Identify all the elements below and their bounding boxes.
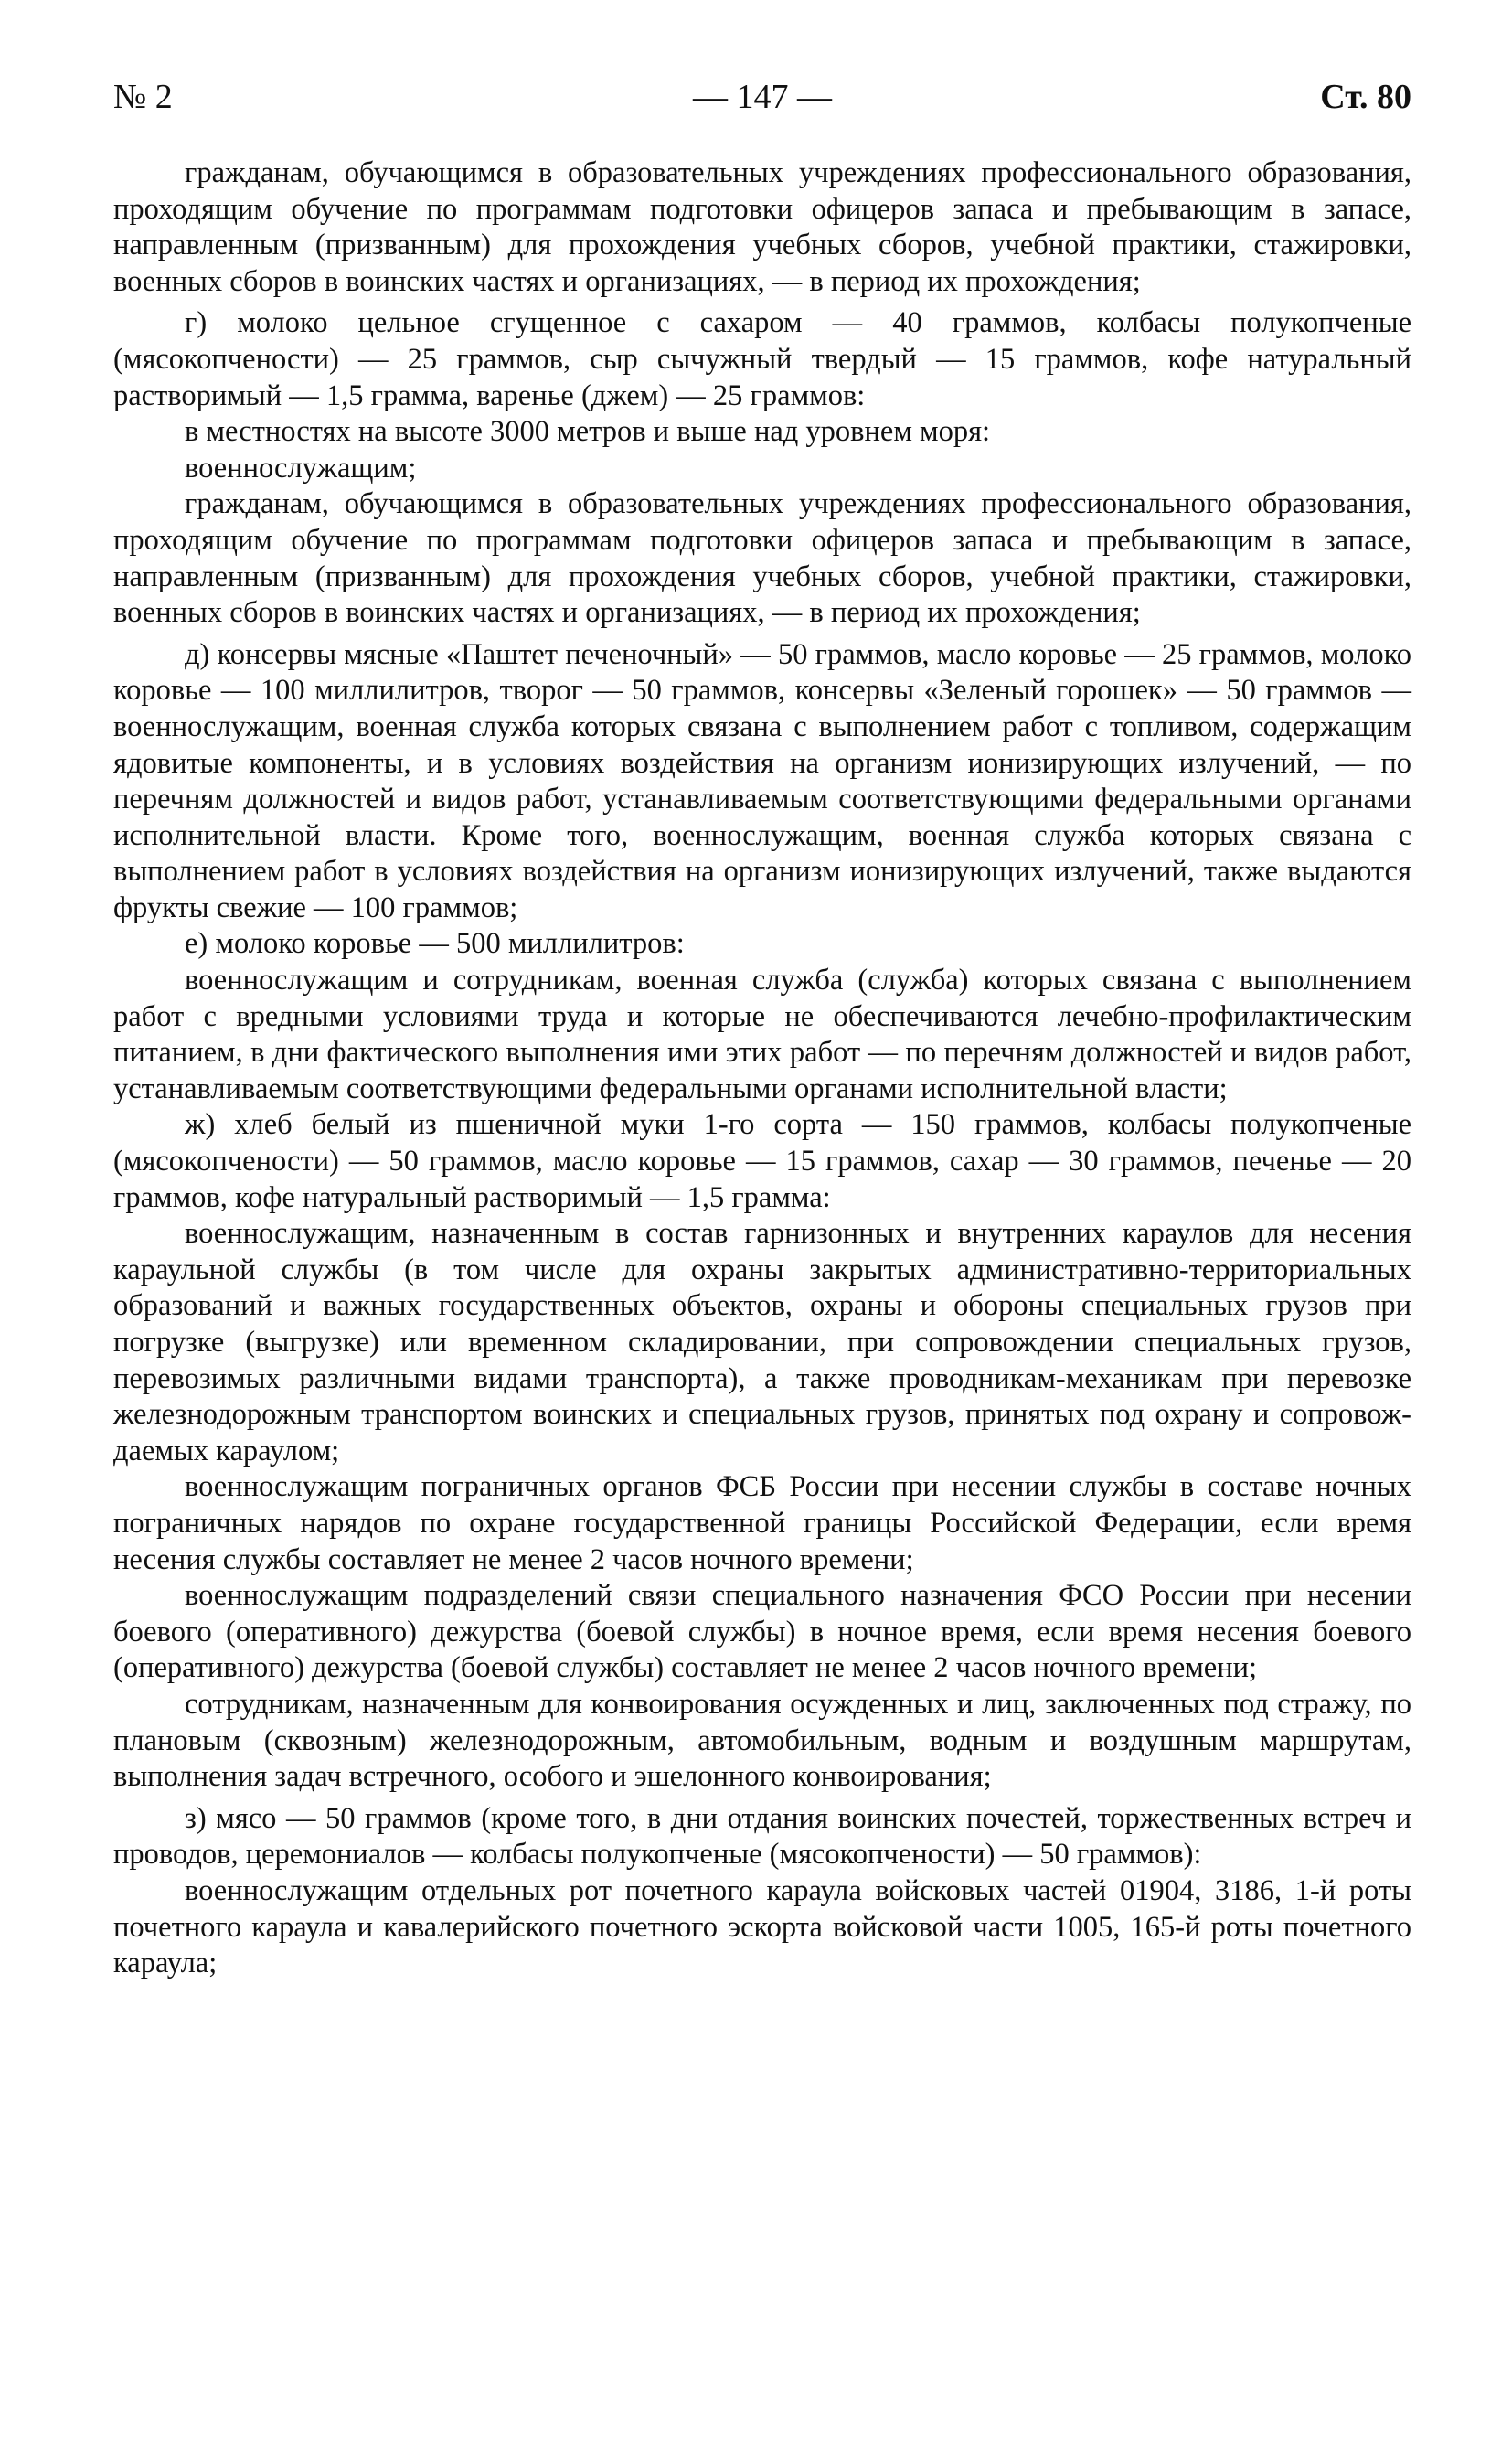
page-header (113, 77, 1411, 132)
paragraph: военнослужащим отдельных рот почетного караула войсковых частей 01904, 3186, 1-й роты почетного караула и кавалерийского почетного эскорта войсковой части 1005, 165-й роты почетного караула; (113, 1873, 1411, 1980)
document-body (113, 155, 1411, 1982)
paragraph: з) мясо — 50 граммов (кроме того, в дни отдания воинских почестей, торжественных встреч и проводов, церемониалов — колбасы полукопченые (мясокопчености) — 50 граммов): (113, 1801, 1411, 1872)
paragraph: военнослужащим; (185, 451, 417, 485)
paragraph: в местностях на высоте 3000 метров и выше над уровнем моря: (185, 415, 991, 449)
paragraph: гражданам, обучающимся в образовательных учреждениях профессионального образования, проходящим обучение по программам подготовки офицеров запаса и пребывающим в запасе, направленным (призванным) для прохождения учебных сборов, учебной практики, стажировки, военных сборов в воинских частях и организациях, — в период их прохождения; (113, 156, 1411, 298)
paragraph: гражданам, обучающимся в образовательных учреждениях профессионального образования, проходящим обучение по программам подготовки офицеров запаса и пребывающим в запасе, направленным (призванным) для прохождения учебных сборов, учебной практики, стажировки, военных сборов в воинских частях и организациях, — в период их прохождения; (113, 487, 1411, 630)
issue-number: № 2 (113, 78, 173, 116)
paragraph: ж) хлеб белый из пшеничной муки 1-го сорта — 150 граммов, колбасы полукопченые (мясокопчености) — 50 граммов, масло коровье — 15 граммов, сахар — 30 граммов, печенье — 20 граммов, кофе натуральный растворимый — 1,5 грамма: (113, 1108, 1411, 1214)
paragraph: сотрудникам, назначенным для конвоирования осужденных и лиц, заключенных под стражу, по плановым (сквозным) железнодорожным, автомобильным, водным и воздушным маршрутам, выполнения задач встречного, особого и эшелонного конвоирования; (113, 1687, 1411, 1794)
paragraph: военнослужащим пограничных органов ФСБ России при несении службы в составе ночных пограничных нарядов по охране государственной границы Российской Федерации, если время несения службы составляет не менее 2 часов ночного времени; (113, 1470, 1411, 1576)
paragraph: военнослужащим и сотрудникам, военная служба (служба) которых связана с выполнением работ с вредными условиями труда и которые не обеспечиваются лечебно-профилактическим питанием, в дни фактического выполнения ими этих работ — по перечням должностей и видов работ, устанавливаемым соответствующими федеральными органами исполнительной власти; (113, 964, 1411, 1105)
paragraph: д) консервы мясные «Паштет печеночный» — 50 граммов, масло коровье — 25 граммов, молоко коровье — 100 миллилитров, творог — 50 граммов, консервы «Зеленый горошек» — 50 граммов — военнослужащим, военная служба которых связана с выполнением работ с топливом, содержащим ядовитые компоненты, и в условиях воздействия на организм ионизирующих излучений, — по перечням должностей и видов работ, устанавливаемым соответствующими федеральными органами исполнительной власти. Кроме того, военнослужащим, военная служба которых связана с выполнением работ в условиях воздействия на организм ионизирующих излучений, также выдаются фрукты свежие — 100 граммов; (113, 637, 1411, 924)
paragraph: е) молоко коровье — 500 миллилитров: (185, 927, 685, 961)
paragraph: военнослужащим подразделений связи специального назначения ФСО России при несении боевого (оперативного) дежурства (боевой службы) в ночное время, если время несения боевого (оперативного) дежурства (боевой службы) составляет не менее 2 часов ночного времени; (113, 1579, 1411, 1685)
paragraph: г) молоко цельное сгущенное с сахаром — 40 граммов, колбасы полукопченые (мясокопчености) — 25 граммов, сыр сычужный твердый — 15 граммов, кофе натуральный растворимый — 1,5 грамма, варенье (джем) — 25 граммов: (113, 306, 1411, 412)
page-number: — 147 — (693, 78, 832, 116)
paragraph: военнослужащим, назначенным в состав гарнизонных и внутренних караулов для несения караульной службы (в том числе для охраны закрытых административно-территориальных образований и важных государственных объектов, охраны и обороны специальных грузов при погрузке (выгрузке) или временном складировании, при сопровождении специальных грузов, перевозимых различными видами транспорта), а также проводникам-механикам при перевозке железнодорожным транспортом воинских и специальных грузов, принятых под охрану и сопровождаемых караулом; (113, 1217, 1411, 1467)
article-number: Ст. 80 (1320, 78, 1411, 116)
